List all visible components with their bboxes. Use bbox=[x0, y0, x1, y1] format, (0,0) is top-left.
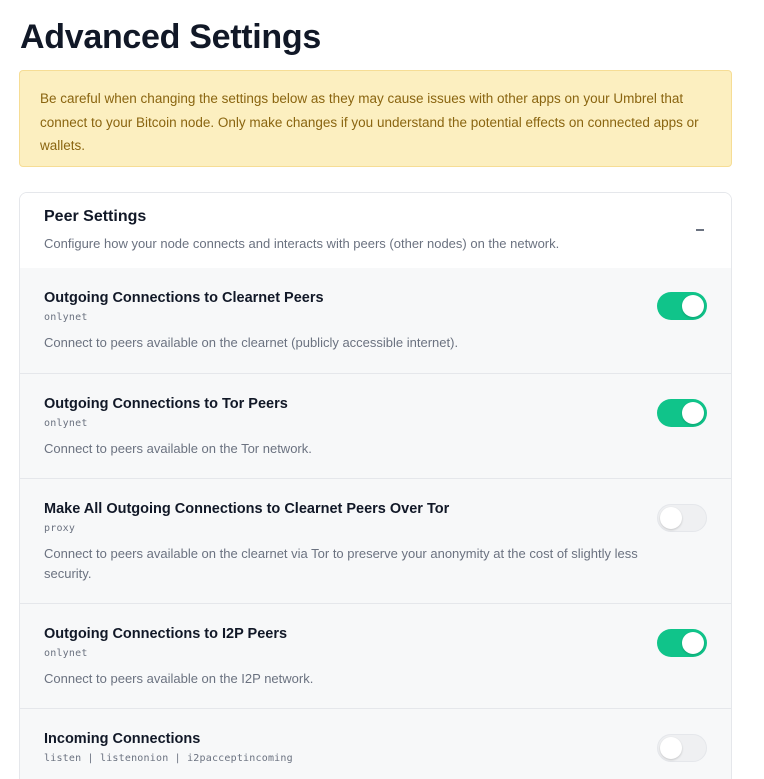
peer-settings-description: Configure how your node connects and interacts with peers (other nodes) on the network. bbox=[44, 236, 560, 251]
minus-icon[interactable] bbox=[693, 220, 707, 234]
peer-settings-list bbox=[20, 268, 731, 779]
setting-description: Connect to peers available on the clearnet (publicly accessible internet). bbox=[44, 335, 459, 350]
i2p-peers-toggle[interactable] bbox=[657, 629, 707, 657]
page-title: Advanced Settings bbox=[20, 18, 321, 56]
setting-name: Outgoing Connections to I2P Peers bbox=[44, 626, 288, 642]
toggle-knob bbox=[660, 737, 682, 759]
setting-clearnet-peers bbox=[20, 268, 731, 373]
peer-settings-card bbox=[19, 192, 732, 779]
setting-key: onlynet bbox=[44, 648, 88, 659]
setting-key: listen | listenonion | i2pacceptincoming bbox=[44, 753, 293, 764]
setting-proxy-over-tor bbox=[20, 478, 731, 603]
setting-name: Outgoing Connections to Clearnet Peers bbox=[44, 290, 324, 306]
setting-key: onlynet bbox=[44, 418, 88, 429]
toggle-knob bbox=[682, 402, 704, 424]
setting-name: Outgoing Connections to Tor Peers bbox=[44, 396, 288, 412]
setting-name: Make All Outgoing Connections to Clearnet Peers Over Tor bbox=[44, 501, 450, 517]
setting-description: Connect to peers available on the Tor network. bbox=[44, 441, 312, 456]
proxy-over-tor-toggle[interactable] bbox=[657, 504, 707, 532]
toggle-knob bbox=[682, 295, 704, 317]
setting-name: Incoming Connections bbox=[44, 731, 201, 747]
clearnet-peers-toggle[interactable] bbox=[657, 292, 707, 320]
toggle-knob bbox=[660, 507, 682, 529]
warning-banner: Be careful when changing the settings below as they may cause issues with other apps on your Umbrel that connect to your Bitcoin node. Only make changes if you understand the potential effects on connected apps or wallets. bbox=[19, 70, 732, 167]
peer-settings-header[interactable] bbox=[20, 193, 731, 268]
setting-tor-peers bbox=[20, 373, 731, 478]
incoming-connections-toggle[interactable] bbox=[657, 734, 707, 762]
setting-key: onlynet bbox=[44, 312, 88, 323]
setting-i2p-peers bbox=[20, 603, 731, 708]
tor-peers-toggle[interactable] bbox=[657, 399, 707, 427]
setting-description: Connect to peers available on the clearnet via Tor to preserve your anonymity at the cost of slightly less security. bbox=[44, 546, 638, 581]
setting-key: proxy bbox=[44, 523, 76, 534]
setting-incoming-connections bbox=[20, 708, 731, 779]
toggle-knob bbox=[682, 632, 704, 654]
peer-settings-title: Peer Settings bbox=[44, 208, 147, 225]
setting-description: Connect to peers available on the I2P network. bbox=[44, 671, 314, 686]
